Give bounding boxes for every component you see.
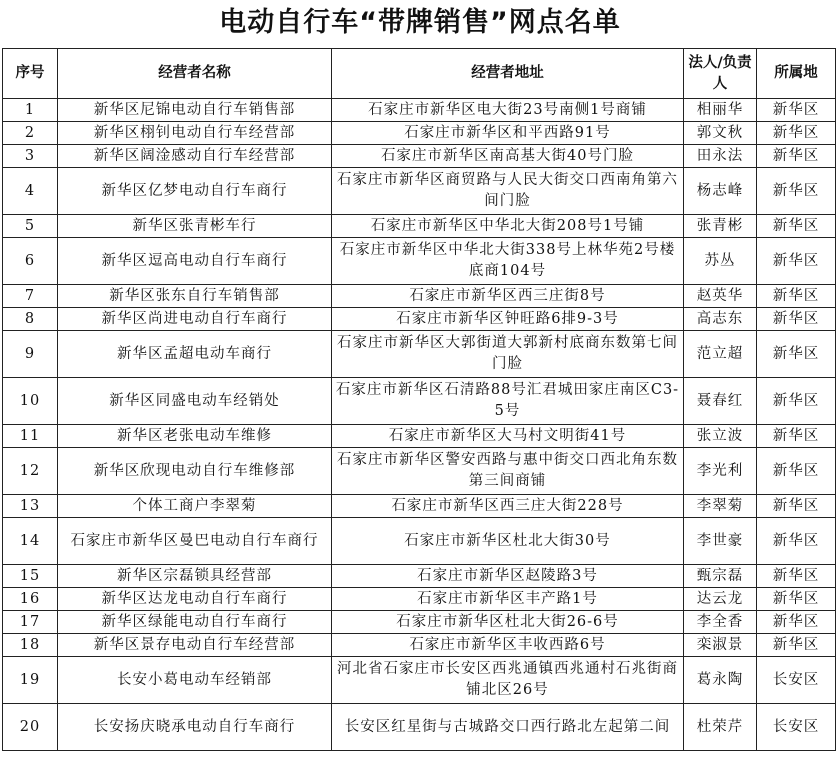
row-name: 新华区栩钊电动自行车经营部 (58, 122, 332, 145)
row-person: 聂春红 (684, 378, 757, 425)
table-row (3, 704, 836, 751)
row-district: 新华区 (757, 634, 836, 657)
row-name: 新华区同盛电动车经销处 (58, 378, 332, 425)
table-row (3, 518, 836, 565)
row-address: 石家庄市新华区赵陵路3号 (332, 565, 684, 588)
row-address: 石家庄市新华区西三庄街8号 (332, 285, 684, 308)
row-name: 长安扬庆晓承电动自行车商行 (58, 704, 332, 751)
row-district: 新华区 (757, 308, 836, 331)
row-district: 新华区 (757, 588, 836, 611)
row-address: 石家庄市新华区杜北大街30号 (332, 518, 684, 565)
header-district: 所属地 (757, 49, 836, 99)
row-district: 新华区 (757, 565, 836, 588)
row-address: 长安区红星街与古城路交口西行路北左起第二间 (332, 704, 684, 751)
dealer-table (2, 48, 836, 751)
row-no: 20 (3, 704, 58, 751)
row-district: 新华区 (757, 611, 836, 634)
row-name: 新华区逗高电动自行车商行 (58, 238, 332, 285)
row-no: 6 (3, 238, 58, 285)
row-person: 高志东 (684, 308, 757, 331)
row-no: 2 (3, 122, 58, 145)
row-no: 17 (3, 611, 58, 634)
table-row (3, 634, 836, 657)
row-address: 石家庄市新华区丰产路1号 (332, 588, 684, 611)
row-name: 新华区景存电动自行车经营部 (58, 634, 332, 657)
row-no: 9 (3, 331, 58, 378)
table-row (3, 145, 836, 168)
row-address: 石家庄市新华区西三庄大街228号 (332, 495, 684, 518)
row-district: 长安区 (757, 657, 836, 704)
row-name: 新华区亿梦电动自行车商行 (58, 168, 332, 215)
header-person: 法人/负责人 (684, 49, 757, 99)
row-address: 石家庄市新华区商贸路与人民大街交口西南角第六间门脸 (332, 168, 684, 215)
row-person: 范立超 (684, 331, 757, 378)
table-header-row (3, 49, 836, 99)
row-no: 1 (3, 99, 58, 122)
row-no: 19 (3, 657, 58, 704)
row-person: 李翠菊 (684, 495, 757, 518)
row-person: 李世豪 (684, 518, 757, 565)
row-no: 12 (3, 448, 58, 495)
table-row (3, 238, 836, 285)
row-person: 达云龙 (684, 588, 757, 611)
row-district: 新华区 (757, 518, 836, 565)
row-person: 相丽华 (684, 99, 757, 122)
row-address: 石家庄市新华区杜北大街26-6号 (332, 611, 684, 634)
row-person: 苏丛 (684, 238, 757, 285)
table-row (3, 331, 836, 378)
row-name: 个体工商户李翠菊 (58, 495, 332, 518)
row-no: 4 (3, 168, 58, 215)
row-person: 李光利 (684, 448, 757, 495)
row-district: 新华区 (757, 99, 836, 122)
row-person: 张青彬 (684, 215, 757, 238)
row-no: 10 (3, 378, 58, 425)
row-name: 新华区阔淦感动自行车经营部 (58, 145, 332, 168)
row-district: 新华区 (757, 378, 836, 425)
table-row (3, 588, 836, 611)
table-row (3, 285, 836, 308)
row-person: 甄宗磊 (684, 565, 757, 588)
row-address: 石家庄市新华区丰收西路6号 (332, 634, 684, 657)
row-name: 新华区张东自行车销售部 (58, 285, 332, 308)
row-address: 石家庄市新华区石清路88号汇君城田家庄南区C3-5号 (332, 378, 684, 425)
row-address: 石家庄市新华区大马村文明街41号 (332, 425, 684, 448)
row-no: 11 (3, 425, 58, 448)
row-no: 3 (3, 145, 58, 168)
row-address: 石家庄市新华区钟旺路6排9-3号 (332, 308, 684, 331)
row-no: 16 (3, 588, 58, 611)
row-district: 新华区 (757, 495, 836, 518)
row-no: 14 (3, 518, 58, 565)
row-address: 石家庄市新华区中华北大街208号1号铺 (332, 215, 684, 238)
row-person: 赵英华 (684, 285, 757, 308)
header-no: 序号 (3, 49, 58, 99)
row-district: 长安区 (757, 704, 836, 751)
row-person: 葛永陶 (684, 657, 757, 704)
row-district: 新华区 (757, 425, 836, 448)
row-name: 新华区张青彬车行 (58, 215, 332, 238)
row-district: 新华区 (757, 238, 836, 285)
row-address: 河北省石家庄市长安区西兆通镇西兆通村石兆街商铺北区26号 (332, 657, 684, 704)
table-row (3, 565, 836, 588)
row-no: 13 (3, 495, 58, 518)
row-no: 7 (3, 285, 58, 308)
row-no: 18 (3, 634, 58, 657)
row-name: 新华区宗磊锁具经营部 (58, 565, 332, 588)
header-address: 经营者地址 (332, 49, 684, 99)
table-row (3, 425, 836, 448)
table-row (3, 495, 836, 518)
table-row (3, 657, 836, 704)
row-name: 新华区尚进电动自行车商行 (58, 308, 332, 331)
row-name: 新华区孟超电动车商行 (58, 331, 332, 378)
row-district: 新华区 (757, 331, 836, 378)
row-name: 新华区达龙电动自行车商行 (58, 588, 332, 611)
table-row (3, 122, 836, 145)
table-row (3, 308, 836, 331)
row-address: 石家庄市新华区和平西路91号 (332, 122, 684, 145)
row-person: 杜荣芹 (684, 704, 757, 751)
row-no: 5 (3, 215, 58, 238)
row-person: 栾淑景 (684, 634, 757, 657)
row-person: 郭文秋 (684, 122, 757, 145)
row-address: 石家庄市新华区中华北大街338号上林华苑2号楼底商104号 (332, 238, 684, 285)
row-district: 新华区 (757, 448, 836, 495)
row-district: 新华区 (757, 215, 836, 238)
row-name: 新华区老张电动车维修 (58, 425, 332, 448)
row-person: 田永法 (684, 145, 757, 168)
row-address: 石家庄市新华区南高基大街40号门脸 (332, 145, 684, 168)
row-name: 新华区欣现电动自行车维修部 (58, 448, 332, 495)
row-district: 新华区 (757, 285, 836, 308)
table-row (3, 378, 836, 425)
row-name: 石家庄市新华区曼巴电动自行车商行 (58, 518, 332, 565)
row-address: 石家庄市新华区警安西路与惠中街交口西北角东数第三间商铺 (332, 448, 684, 495)
table-row (3, 99, 836, 122)
row-address: 石家庄市新华区大郭街道大郭新村底商东数第七间门脸 (332, 331, 684, 378)
row-district: 新华区 (757, 145, 836, 168)
table-row (3, 611, 836, 634)
row-district: 新华区 (757, 168, 836, 215)
page-title: 电动自行车“带牌销售”网点名单 (219, 7, 621, 38)
row-name: 新华区绿能电动自行车商行 (58, 611, 332, 634)
row-name: 长安小葛电动车经销部 (58, 657, 332, 704)
row-name: 新华区尼锦电动自行车销售部 (58, 99, 332, 122)
table-row (3, 448, 836, 495)
row-person: 张立波 (684, 425, 757, 448)
header-name: 经营者名称 (58, 49, 332, 99)
row-no: 8 (3, 308, 58, 331)
row-person: 杨志峰 (684, 168, 757, 215)
table-body (3, 99, 836, 751)
row-district: 新华区 (757, 122, 836, 145)
row-no: 15 (3, 565, 58, 588)
table-row (3, 168, 836, 215)
table-row (3, 215, 836, 238)
row-address: 石家庄市新华区电大街23号南侧1号商铺 (332, 99, 684, 122)
row-person: 李全香 (684, 611, 757, 634)
